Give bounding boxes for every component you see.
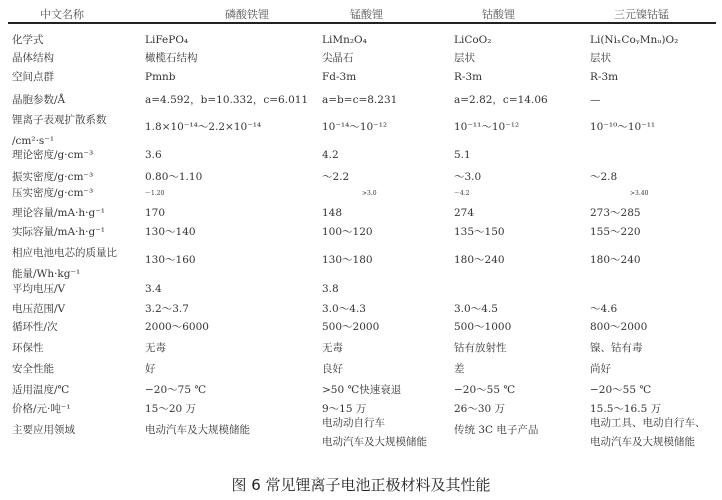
cell-value: 130～160 (145, 254, 196, 266)
cell-value: 4.2 (322, 149, 339, 161)
cell-value: 尖晶石 (322, 52, 354, 64)
cell-value: 274 (454, 207, 475, 219)
column-header: 锰酸锂 (350, 8, 383, 21)
cell-value: 9～15 万 (322, 403, 367, 415)
row-label: 电压范围/V (12, 303, 66, 315)
cell-value: 500～2000 (322, 321, 380, 333)
cell-value: 3.0～4.3 (322, 303, 366, 315)
cell-value: ～2.2 (322, 171, 350, 183)
row-label: 理论容量/mA·h·g⁻¹ (12, 207, 105, 219)
row-label: 安全性能 (12, 363, 54, 375)
row-label: 环保性 (12, 342, 44, 354)
cell-value: 2000～6000 (145, 321, 209, 333)
cell-value: 100～120 (322, 226, 373, 238)
row-label: 晶胞参数/Å (12, 94, 66, 106)
cell-value: 差 (454, 363, 465, 375)
cell-value: −20～55 ℃ (590, 384, 652, 396)
row-label: 平均电压/V (12, 283, 66, 295)
cell-value: 130～140 (145, 226, 196, 238)
figure-caption: 图 6 常见锂离子电池正极材料及其性能 (231, 476, 491, 494)
cell-value: LiFePO₄ (145, 34, 189, 46)
cell-value: Fd-3m (322, 71, 357, 83)
cell-value: −20～75 ℃ (145, 384, 207, 396)
row-label: 晶体结构 (12, 52, 54, 64)
cell-value: ～3.0 (454, 171, 482, 183)
cell-value: −20～55 ℃ (454, 384, 516, 396)
cell-value: 148 (322, 207, 343, 219)
cell-value: 500～1000 (454, 321, 512, 333)
cell-value: Li(NiₓCoᵧMnᵤ)O₂ (590, 34, 679, 46)
cell-value: 良好 (322, 363, 343, 375)
cell-value: 传统 3C 电子产品 (454, 424, 539, 436)
cell-value: 好 (145, 363, 156, 375)
cell-value: 电动汽车及大规模储能 (145, 424, 250, 436)
column-header: 中文名称 (40, 8, 84, 21)
cell-value: 15～20 万 (145, 403, 197, 415)
cell-value: 3.6 (145, 149, 162, 161)
row-label: 空间点群 (12, 71, 54, 83)
cell-value: 无毒 (145, 342, 166, 354)
cell-value: R-3m (590, 71, 619, 83)
cell-value: LiMn₂O₄ (322, 34, 367, 46)
cell-value: a=b=c=8.231 (322, 94, 398, 106)
cell-value: 尚好 (590, 363, 611, 375)
cell-value: LiCoO₂ (454, 34, 492, 46)
row-label: 压实密度/g·cm⁻³ (12, 187, 94, 199)
cell-value: a=2.82，c=14.06 (454, 94, 548, 106)
row-label: 锂离子表观扩散系数 /cm²·s⁻¹ (12, 114, 107, 147)
cell-value: — (590, 94, 601, 106)
cell-value: 135～150 (454, 226, 505, 238)
cell-value: 15.5～16.5 万 (590, 403, 662, 415)
cell-value: 无毒 (322, 342, 343, 354)
cell-value: ～4.2 (454, 190, 470, 197)
cell-value: 3.4 (145, 283, 162, 295)
cell-value: 26～30 万 (454, 403, 506, 415)
cell-value: 800～2000 (590, 321, 648, 333)
row-label: 主要应用领域 (12, 424, 75, 436)
cell-value: 180～240 (454, 254, 505, 266)
cell-value: 130～180 (322, 254, 373, 266)
cell-value: 10⁻¹⁰～10⁻¹¹ (590, 121, 656, 133)
column-header: 磷酸铁锂 (225, 8, 269, 21)
row-label: 化学式 (12, 34, 44, 46)
row-label: 价格/元·吨⁻¹ (12, 403, 71, 415)
cell-value: 10⁻¹¹～10⁻¹² (454, 121, 520, 133)
row-label: 相应电池电芯的质量比 能量/Wh·kg⁻¹ (12, 247, 117, 280)
cell-value: 0.80～1.10 (145, 171, 203, 183)
cell-value: R-3m (454, 71, 483, 83)
cell-value: 层状 (590, 52, 611, 64)
column-header: 钴酸锂 (482, 8, 515, 21)
cell-value: 镍、钴有毒 (590, 342, 643, 354)
cell-value: 3.2～3.7 (145, 303, 189, 315)
column-header: 三元镍钴锰 (614, 8, 669, 21)
cell-value: 5.1 (454, 149, 471, 161)
cell-value: 电动工具、电动自行车、 电动汽车及大规模储能 (590, 417, 706, 448)
cell-value: 1.8×10⁻¹⁴～2.2×10⁻¹⁴ (145, 121, 262, 133)
cell-value: ～2.8 (590, 171, 618, 183)
cell-value: 电动动自行车 电动汽车及大规模储能 (322, 417, 427, 448)
cell-value: 层状 (454, 52, 475, 64)
cell-value: >3.0 (362, 190, 377, 197)
cell-value: a=4.592，b=10.332，c=6.011 (145, 94, 309, 106)
cell-value: 180～240 (590, 254, 641, 266)
cell-value: 170 (145, 207, 166, 219)
cell-value: 橄榄石结构 (145, 52, 198, 64)
header-rule (8, 22, 716, 24)
cell-value: >3.40 (630, 190, 649, 197)
row-label: 振实密度/g·cm⁻³ (12, 171, 94, 183)
cell-value: 3.8 (322, 283, 339, 295)
cell-value: ～1.20 (145, 190, 165, 197)
cell-value: 155～220 (590, 226, 641, 238)
cell-value: 3.0～4.5 (454, 303, 498, 315)
row-label: 实际容量/mA·h·g⁻¹ (12, 226, 105, 238)
cell-value: Pmnb (145, 71, 176, 83)
row-label: 适用温度/℃ (12, 384, 70, 396)
row-label: 循环性/次 (12, 321, 58, 333)
cell-value: ～4.6 (590, 303, 618, 315)
cell-value: >50 ℃快速衰退 (322, 384, 402, 396)
cell-value: 10⁻¹⁴～10⁻¹² (322, 121, 388, 133)
cell-value: 273～285 (590, 207, 641, 219)
row-label: 理论密度/g·cm⁻³ (12, 149, 94, 161)
cell-value: 钴有放射性 (454, 342, 507, 354)
